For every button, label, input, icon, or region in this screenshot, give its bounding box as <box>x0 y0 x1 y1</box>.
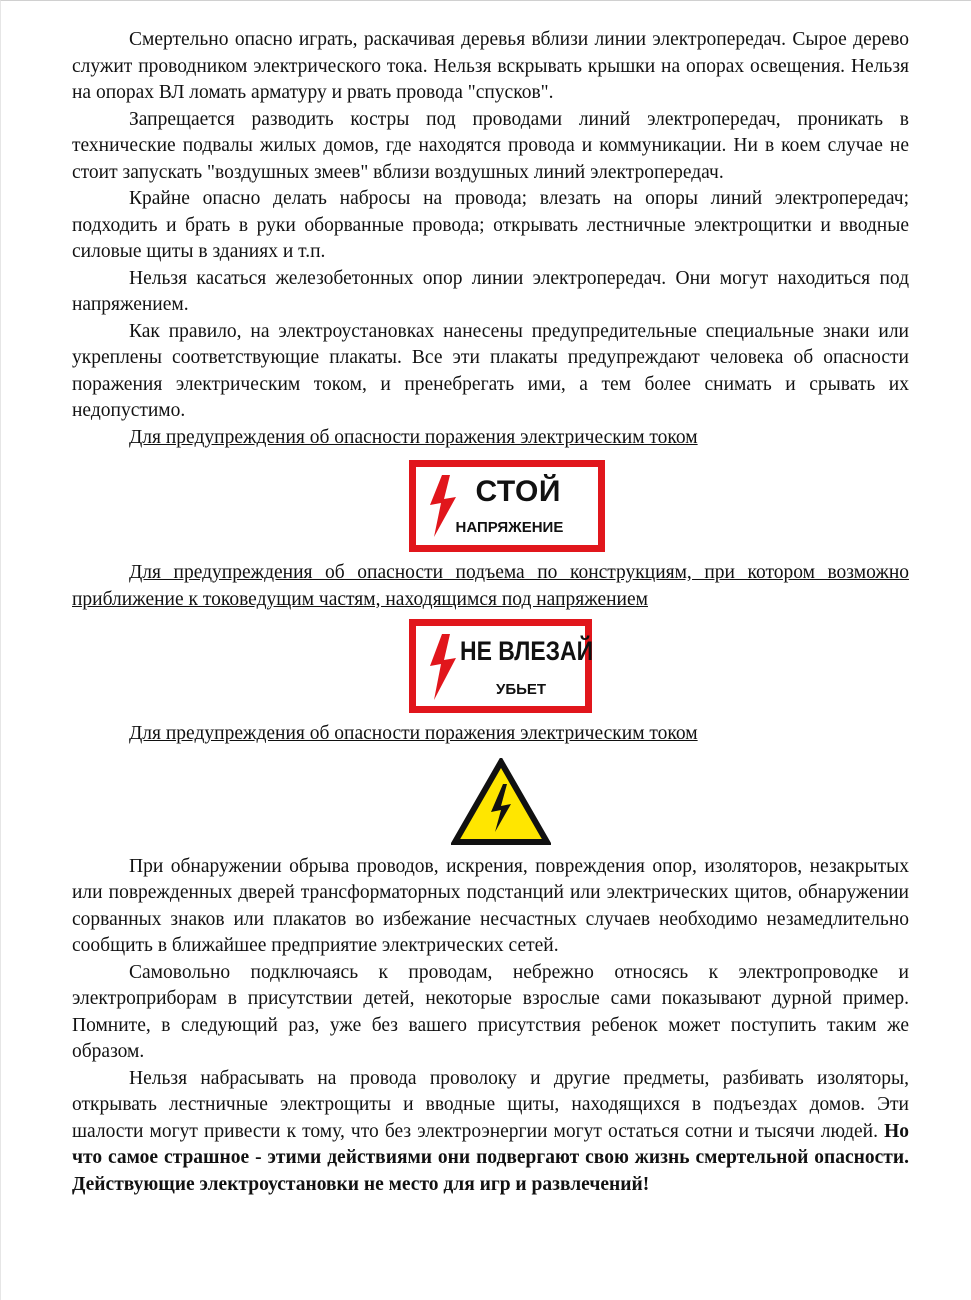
final-bold-text: Но что самое страшное - этими действиями они подвергают свою жизнь смертельной опасности. Действующие электроустановки не место для игр и развлечений! <box>72 1120 909 1195</box>
lightning-bolt-icon <box>428 475 458 537</box>
caption-text: Для предупреждения об опасности поражения электрическим током <box>129 723 698 744</box>
paragraph-concrete-poles: Нельзя касаться железобетонных опор линии электропередач. Они могут находиться под напряжением. <box>72 267 909 315</box>
paragraph-report-damage: При обнаружении обрыва проводов, искрения, повреждения опор, изоляторов, незакрытых или поврежденных дверей трансформаторных подстанций или электрических щитов, обнаружении сорванных знаков или плакатов во избежание несчастных случаев необходимо незамедлительно сообщить в ближайшее предприятие электрических сетей. <box>72 855 909 956</box>
paragraph-bad-example: Самовольно подключаясь к проводам, небрежно относясь к электропроводке и электроприборам в присутствии детей, некоторые взрослые сами показывают дурной пример. Помните, в следующий раз, уже без вашего присутствия ребенок может поступить таким же образом. <box>72 961 909 1062</box>
caption-text: Для предупреждения об опасности поражения электрическим током <box>129 426 698 448</box>
paragraph-trees: Смертельно опасно играть, раскачивая деревья вблизи линии электропередач. Сырое дерево служит проводником электрического тока. Нельзя вскрывать крышки на опорах освещения. Нельзя на опорах ВЛ ломать арматуру и рвать провода "спусков". <box>72 29 909 103</box>
caption-shock-warning-1 <box>72 425 909 452</box>
sign-sub-text: УБЬЕТ <box>496 681 547 698</box>
sign-main-text: НЕ ВЛЕЗАЙ <box>460 636 594 666</box>
high-voltage-triangle-icon <box>451 758 551 846</box>
final-normal-text: Нельзя набрасывать на провода проволоку и другие предметы, разбивать изоляторы, открывать лестничные электрощиты и вводные щиты, находящихся в подъездах домов. Эти шалости могут привести к тому, что без электроэнергии могут остаться сотни и тысячи людей. <box>72 1067 909 1142</box>
sign-high-voltage-triangle-wrap <box>72 758 909 846</box>
sign-no-climb-wrap <box>72 613 909 721</box>
sign-sub-text: НАПРЯЖЕНИЕ <box>455 519 564 536</box>
sign-main-text: СТОЙ <box>475 475 561 508</box>
sign-no-climb <box>409 619 592 713</box>
caption-shock-warning-2 <box>72 721 909 748</box>
paragraph-warning-posters: Как правило, на электроустановках нанесены предупредительные специальные знаки или укреплены соответствующие плакаты. Все эти плакаты предупреждают человека об опасности поражения электрическим током, и пренебрегать ими, а тем более снимать и срывать их недопустимо. <box>72 320 909 421</box>
paragraph-fires: Запрещается разводить костры под проводами линий электропередач, проникать в технические подвалы жилых домов, где находятся провода и коммуникации. Ни в коем случае не стоит запускать "воздушных змеев" вблизи воздушных линий электропередач. <box>72 108 909 183</box>
document-content <box>72 27 909 1198</box>
caption-text: Для предупреждения об опасности подъема по конструкциям, при котором возможно приближение к токоведущим частям, находящимся под напряжением <box>72 562 909 610</box>
caption-climbing-warning <box>72 560 909 613</box>
sign-stop-voltage-wrap <box>72 451 909 560</box>
paragraph-final <box>72 1066 909 1199</box>
lightning-bolt-icon <box>428 634 458 700</box>
sign-stop-voltage <box>409 460 605 552</box>
paragraph-throwing: Крайне опасно делать набросы на провода; влезать на опоры линий электропередач; подходить и брать в руки оборванные провода; открывать лестничные электрощитки и вводные силовые щиты в зданиях и т.п. <box>72 188 909 262</box>
